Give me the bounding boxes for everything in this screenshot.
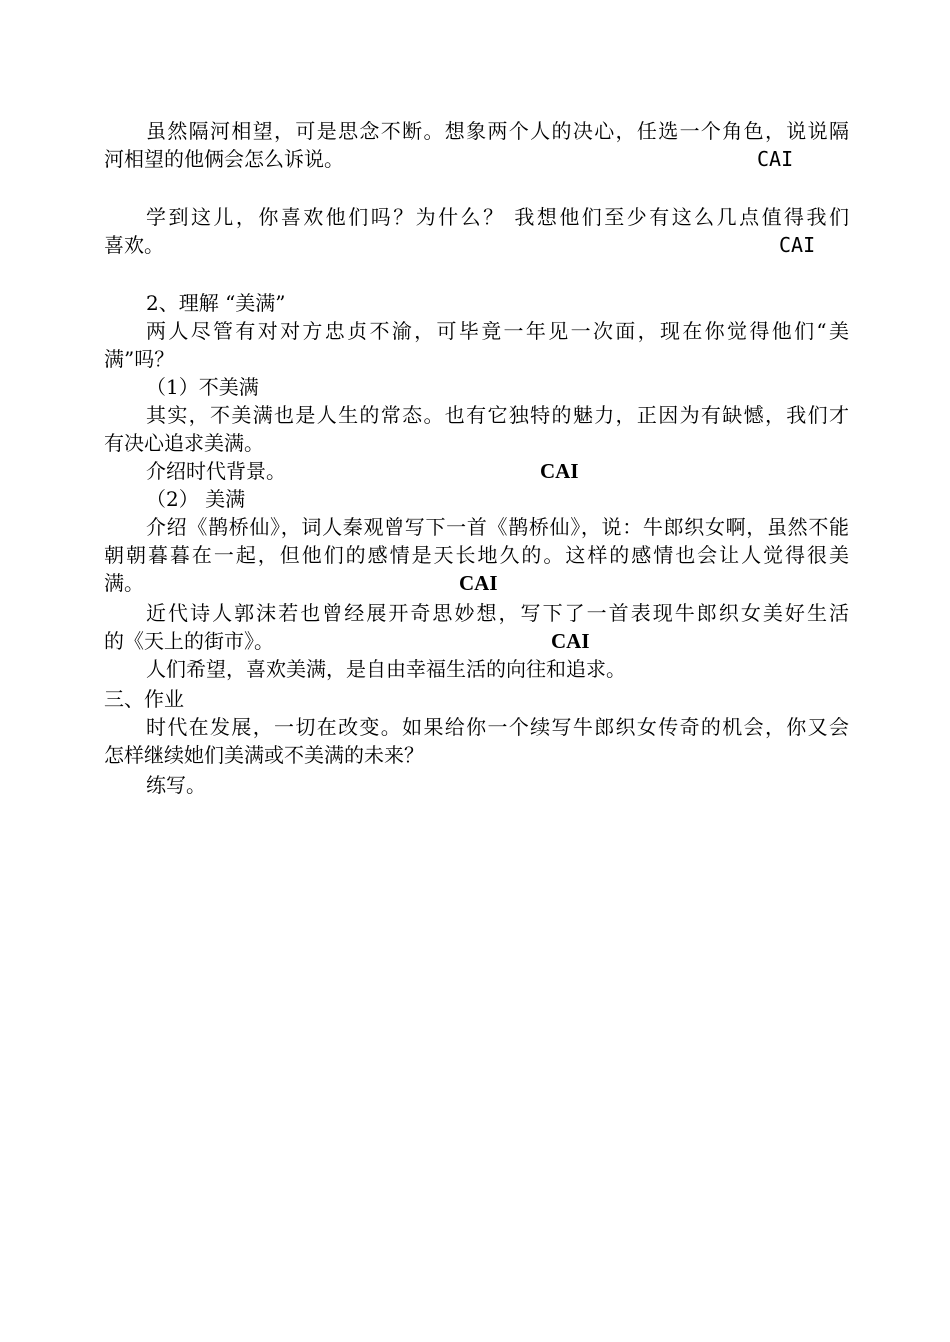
paragraph-line: 满。 [104,571,144,595]
section-heading: 三、作业 [104,687,184,711]
paragraph-line: 两人尽管有对对方忠贞不渝，可毕竟一年见一次面，现在你觉得他们“美 [146,319,849,343]
paragraph-line: 时代在发展，一切在改变。如果给你一个续写牛郎织女传奇的机会，你又会 [146,715,849,739]
paragraph-line: 有决心追求美满。 [104,431,264,455]
cai-marker: CAI [779,233,816,257]
paragraph-line: 怎样继续她们美满或不美满的未来？ [104,743,424,767]
subsection-heading: （1）不美满 [146,375,259,399]
paragraph-line: 满”吗？ [104,347,175,371]
paragraph-line: 喜欢。 [104,233,164,257]
paragraph-line: 朝朝暮暮在一起，但他们的感情是天长地久的。这样的感情也会让人觉得很美 [104,543,849,567]
subsection-heading: （2） 美满 [146,487,246,511]
paragraph-line: 虽然隔河相望，可是思念不断。想象两个人的决心，任选一个角色，说说隔 [146,119,849,143]
paragraph-line: 介绍《鹊桥仙》，词人秦观曾写下一首《鹊桥仙》，说：牛郎织女啊，虽然不能 [146,515,849,539]
paragraph-line: 其实，不美满也是人生的常态。也有它独特的魅力，正因为有缺憾，我们才 [146,403,849,427]
paragraph-line: 的《天上的街市》。 [104,629,274,653]
paragraph-line: 学到这儿，你喜欢他们吗？为什么？ 我想他们至少有这么几点值得我们 [146,205,849,229]
cai-marker: CAI [551,629,590,653]
paragraph-line: 河相望的他俩会怎么诉说。 [104,147,344,171]
section-heading: 2、理解 “美满” [146,291,286,315]
paragraph-line: 近代诗人郭沫若也曾经展开奇思妙想，写下了一首表现牛郎织女美好生活 [146,601,849,625]
cai-marker: CAI [757,147,794,171]
cai-marker: CAI [540,459,579,483]
paragraph-line: 介绍时代背景。 [146,459,286,483]
paragraph-line: 练写。 [146,773,206,797]
cai-marker: CAI [459,571,498,595]
paragraph-line: 人们希望，喜欢美满，是自由幸福生活的向往和追求。 [146,657,626,681]
